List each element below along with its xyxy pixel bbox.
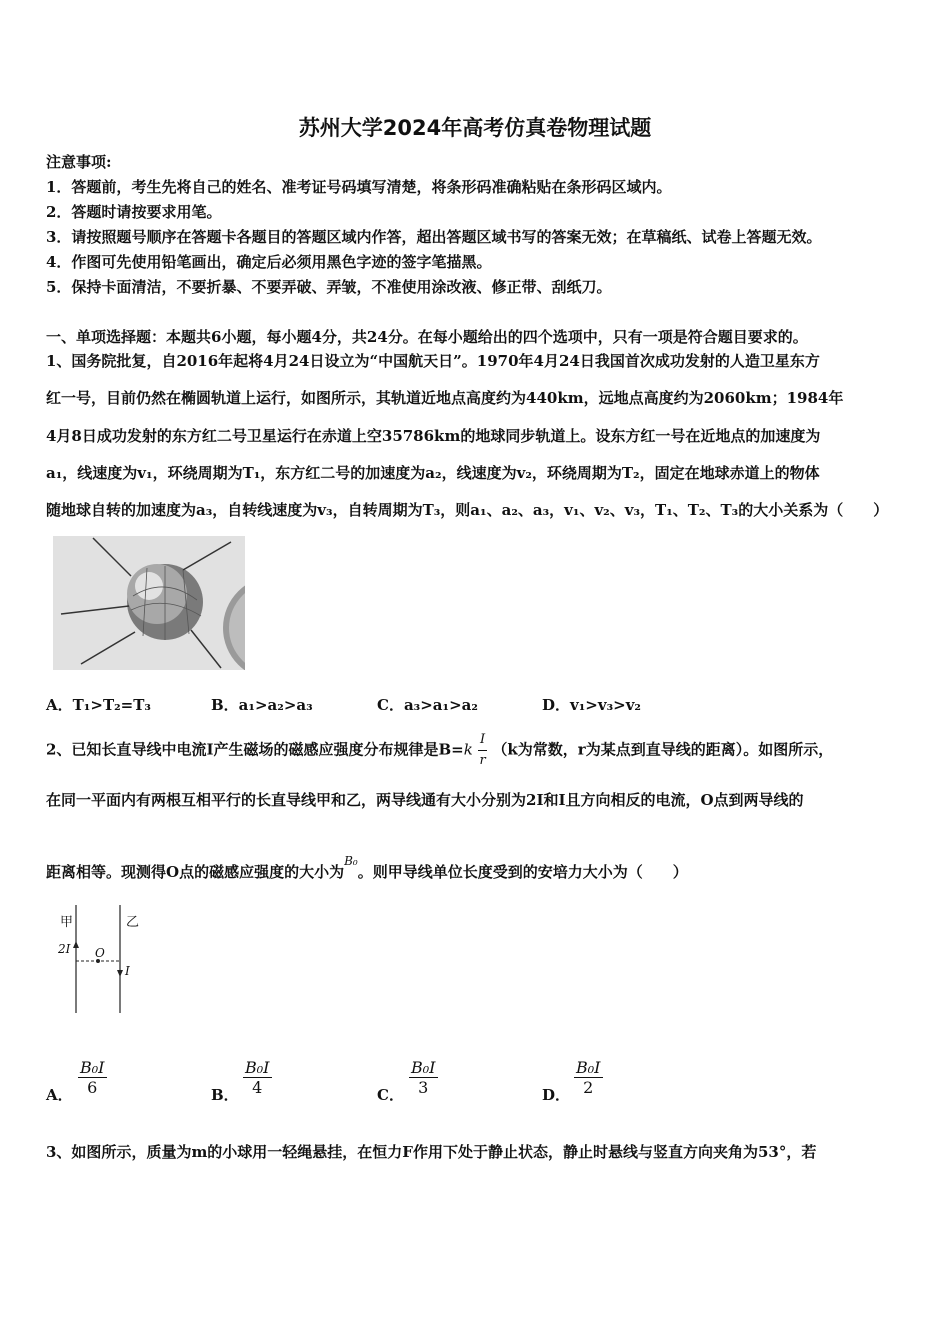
section-heading: 一、单项选择题：本题共6小题，每小题4分，共24分。在每小题给出的四个选项中，只有一项是符合题目要求的。	[46, 328, 808, 346]
option-b: B．a₁>a₂>a₃	[211, 696, 313, 714]
question-1-line: 1、国务院批复，自2016年起将4月24日设立为“中国航天日”。1970年4月24日我国首次成功发射的人造卫星东方	[46, 352, 820, 370]
page-title: 苏州大学2024年高考仿真卷物理试题	[298, 116, 652, 140]
option-d-letter: D．	[542, 1086, 571, 1104]
option-a-fraction: $\frac{\text{B₀I}}{6}$	[80, 1058, 105, 1097]
question-2-line-1: 2、已知长直导线中电流I产生磁场的磁感应强度分布规律是B=k $\frac{I}{r}$ （k为常数，r为某点到直导线的距离）。如图所示，	[46, 730, 833, 771]
notice-item: 5．保持卡面清洁，不要折暴、不要弄破、弄皱，不准使用涂改液、修正带、刮纸刀。	[46, 278, 612, 296]
option-c-letter: C．	[377, 1086, 404, 1104]
wires-figure	[56, 905, 156, 1017]
notice-item: 1．答题前，考生先将自己的姓名、准考证号码填写清楚，将条形码准确粘贴在条形码区域内。	[46, 178, 672, 196]
notice-item: 3．请按照题号顺序在答题卡各题目的答题区域内作答，超出答题区域书写的答案无效；在草稿纸、试卷上答题无效。	[46, 228, 822, 246]
question-3-line-1: 3、如图所示，质量为m的小球用一轻绳悬挂，在恒力F作用下处于静止状态，静止时悬线与竖直方向夹角为53°，若	[46, 1143, 817, 1161]
option-b-letter: B．	[211, 1086, 239, 1104]
question-1-line: 4月8日成功发射的东方红二号卫星运行在赤道上空35786km的地球同步轨道上。设东方红一号在近地点的加速度为	[46, 427, 821, 445]
option-a: A．T₁>T₂=T₃	[46, 696, 151, 714]
notice-heading: 注意事项:	[46, 153, 112, 171]
option-d-fraction: $\frac{\text{B₀I}}{2}$	[576, 1058, 601, 1097]
wire-left-current: 2I	[58, 942, 71, 956]
option-b-fraction: $\frac{\text{B₀I}}{4}$	[245, 1058, 270, 1097]
formula-fraction: $\frac{I}{r}$	[479, 732, 486, 768]
option-d: D．v₁>v₃>v₂	[542, 696, 642, 714]
notice-item: 2．答题时请按要求用笔。	[46, 203, 222, 221]
satellite-photo	[53, 536, 245, 670]
wire-left-label: 甲	[60, 915, 74, 930]
option-c: C．a₃>a₁>a₂	[377, 696, 478, 714]
question-1-line: a₁，线速度为v₁，环绕周期为T₁，东方红二号的加速度为a₂，线速度为v₂，环绕周期为T₂，固定在地球赤道上的物体	[46, 464, 820, 482]
notice-item: 4．作图可先使用铅笔画出，确定后必须用黑色字迹的签字笔描黑。	[46, 253, 492, 271]
question-1-line: 红一号，目前仍然在椭圆轨道上运行，如图所示，其轨道近地点高度约为440km，远地点高度约为2060km；1984年	[46, 389, 844, 407]
question-2-line-2: 在同一平面内有两根互相平行的长直导线甲和乙，两导线通有大小分别为2I和I且方向相反的电流，O点到两导线的	[46, 791, 804, 809]
wire-right-label: 乙	[126, 915, 140, 930]
wire-right-current: I	[125, 964, 130, 978]
point-o-label: O	[95, 946, 105, 960]
question-2-line-3: 距离相等。现测得O点的磁感应强度的大小为$^{B_0}$。则甲导线单位长度受到的安培力大小为（ ）	[46, 854, 688, 881]
question-1-line: 随地球自转的加速度为a₃，自转线速度为v₃，自转周期为T₃，则a₁、a₂、a₃，v₁、v₂、v₃，T₁、T₂、T₃的大小关系为（ ）	[46, 501, 889, 519]
option-a-letter: A．	[46, 1086, 73, 1104]
option-c-fraction: $\frac{\text{B₀I}}{3}$	[411, 1058, 436, 1097]
